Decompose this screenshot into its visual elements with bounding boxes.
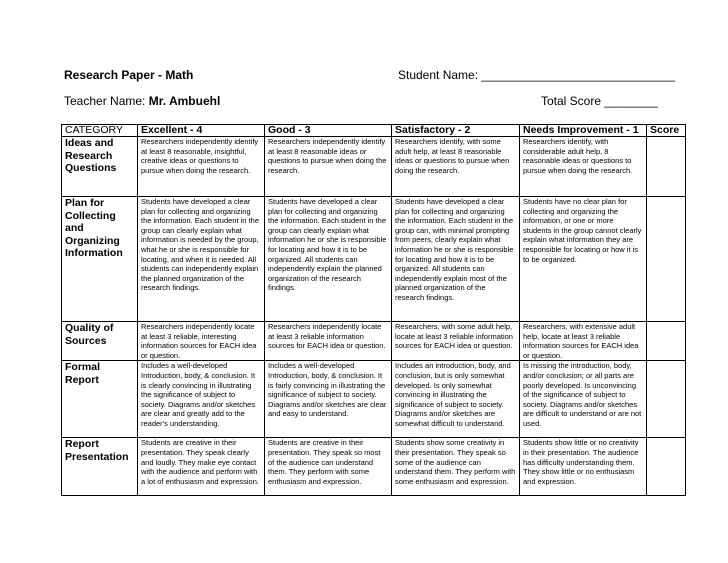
student-name-line <box>398 68 675 82</box>
column-header-good: Good - 3 <box>265 125 392 137</box>
column-header-satisfactory: Satisfactory - 2 <box>392 125 520 137</box>
teacher-name-line <box>64 94 220 108</box>
criteria-cell: Includes a well-developed Introduction, body, & conclusion. It is clearly convincing in illustrating the significance of subject to society. Diagrams and/or sketches are clear and greatly add to the reader's understanding. <box>138 361 265 438</box>
total-score-line <box>541 94 658 108</box>
criteria-cell: Students show little or no creativity in their presentation. The audience has difficulty understanding them. They show little or no enthusiasm and expression. <box>520 438 647 496</box>
table-row <box>62 361 686 438</box>
header-row <box>62 125 686 137</box>
table-row <box>62 438 686 496</box>
rubric-table <box>61 124 686 496</box>
rubric-title: Research Paper - Math <box>64 68 194 82</box>
criteria-cell: Researchers independently locate at least 3 reliable, interesting information sources for EACH idea or question. <box>138 322 265 361</box>
total-score-label: Total Score <box>541 94 602 108</box>
teacher-name-label: Teacher Name: <box>64 94 146 108</box>
category-cell: Plan for Collecting and Organizing Information <box>62 197 138 322</box>
criteria-cell: Students have developed a clear plan for collecting and organizing the information. Each student in the group can clearly explain what information he or she is responsible for locating and how it is to be organized. All students can independently explain the planned organization of the research findings. <box>265 197 392 322</box>
criteria-cell: Is missing the introduction, body, and/or conclusion; or all parts are poorly developed. Is unconvincing of the significance of subject to society. Diagrams and/or sketches are difficult to understand or are not used. <box>520 361 647 438</box>
score-cell[interactable] <box>647 322 686 361</box>
category-cell: Quality of Sources <box>62 322 138 361</box>
column-header-score: Score <box>647 125 686 137</box>
total-score-blank[interactable]: ________ <box>604 94 658 108</box>
criteria-cell: Researchers identify, with some adult help, at least 8 reasonable ideas or questions to pursue when doing the research. <box>392 137 520 197</box>
criteria-cell: Researchers, with extensive adult help, locate at least 3 reliable information sources for EACH idea or question. <box>520 322 647 361</box>
score-cell[interactable] <box>647 361 686 438</box>
criteria-cell: Researchers independently locate at least 3 reliable information sources for EACH idea or question. <box>265 322 392 361</box>
category-cell: Formal Report <box>62 361 138 438</box>
table-row <box>62 197 686 322</box>
criteria-cell: Researchers identify, with considerable adult help, 8 reasonable ideas or questions to pursue when doing the research. <box>520 137 647 197</box>
criteria-cell: Students have developed a clear plan for collecting and organizing the information. Each student in the group can clearly explain what information is needed by the group, what he or she is responsible for locating, and when it is needed. All students can independently explain the planned organization of the research findings. <box>138 197 265 322</box>
criteria-cell: Researchers independently identify at least 8 reasonable, insightful, creative ideas or questions to pursue when doing the research. <box>138 137 265 197</box>
score-cell[interactable] <box>647 438 686 496</box>
criteria-cell: Students are creative in their presentation. They speak so most of the audience can understand them. They perform with some enthusiasm and expression. <box>265 438 392 496</box>
table-row <box>62 322 686 361</box>
criteria-cell: Includes an introduction, body, and conclusion, but is only somewhat developed. Is only somewhat convincing in illustrating the significance of subject to society. Diagrams and/or sketches are somewhat difficult to understand. <box>392 361 520 438</box>
teacher-name: Mr. Ambuehl <box>148 94 221 108</box>
criteria-cell: Includes a well-developed Introduction, body, & conclusion. It is fairly convincing in illustrating the significance of subject to society. Diagrams and/or sketches are clear and easy to understand. <box>265 361 392 438</box>
column-header-needs-improvement: Needs Improvement - 1 <box>520 125 647 137</box>
student-name-blank[interactable]: _____________________________ <box>481 68 675 82</box>
score-cell[interactable] <box>647 137 686 197</box>
column-header-category: CATEGORY <box>62 125 138 137</box>
criteria-cell: Researchers, with some adult help, locate at least 3 reliable information sources for EACH idea or question. <box>392 322 520 361</box>
criteria-cell: Students have developed a clear plan for collecting and organizing the information. Each student in the group can, with minimal prompting from peers, clearly explain what information he or she is responsible for locating and how it is to be organized. All students can independently explain most of the planned organization of the research findings. <box>392 197 520 322</box>
category-cell: Ideas and Research Questions <box>62 137 138 197</box>
criteria-cell: Students have no clear plan for collecting and organizing the information, or one or more students in the group cannot clearly explain what information they are responsible for locating or how it is to be organized. <box>520 197 647 322</box>
student-name-label: Student Name: <box>398 68 479 82</box>
category-cell: Report Presentation <box>62 438 138 496</box>
table-row <box>62 137 686 197</box>
criteria-cell: Students are creative in their presentation. They speak clearly and loudly. They make eye contact with the audience and perform with a lot of enthusiasm and expression. <box>138 438 265 496</box>
criteria-cell: Researchers independently identify at least 8 reasonable ideas or questions to pursue when doing the research. <box>265 137 392 197</box>
column-header-excellent: Excellent - 4 <box>138 125 265 137</box>
score-cell[interactable] <box>647 197 686 322</box>
criteria-cell: Students show some creativity in their presentation. They speak so some of the audience can understand them. They perform with some enthusiasm and expression. <box>392 438 520 496</box>
